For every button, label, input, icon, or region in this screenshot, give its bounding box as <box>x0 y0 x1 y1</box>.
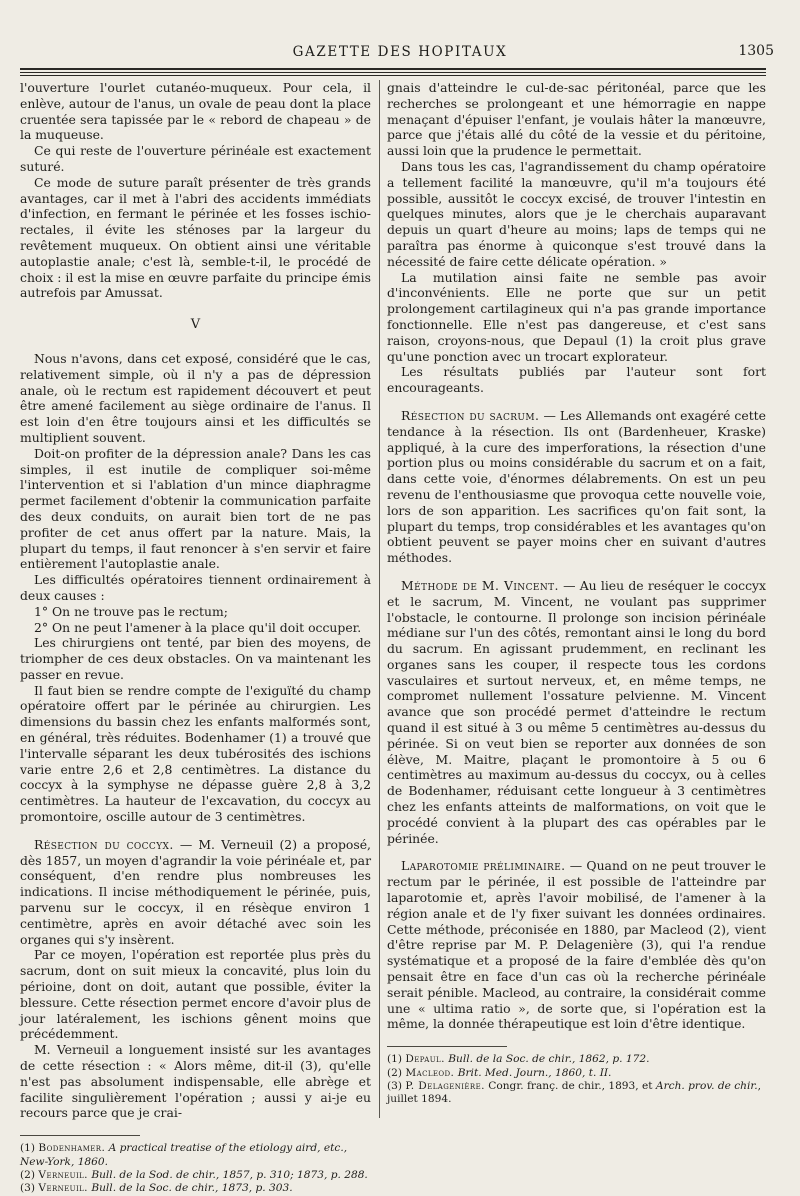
section-heading: Résection du coccyx. <box>34 836 174 852</box>
paragraph: M. Verneuil a longuement insisté sur les avantages de cette résection : « Alors même, dit-il (3), qu'elle n'est pas absolument indispensable, elle abrège et facilite singulièrement l'opération ; aussi y ai-je eu recours parce que je crai- <box>20 1042 371 1121</box>
footnote-rule <box>20 1135 140 1136</box>
column-divider <box>379 80 380 1118</box>
footnote <box>20 1182 371 1195</box>
footnote <box>387 1080 766 1107</box>
section-paragraph <box>387 408 766 566</box>
header-rule <box>20 68 766 70</box>
section-heading: Résection du sacrum. <box>401 407 540 423</box>
paragraph: Dans tous les cas, l'agrandissement du champ opératoire a tellement facilité la manœuvre, qu'il m'a toujours été possible, aussitôt le coccyx excisé, de trouver l'intestin en quelques minutes, alors que je le cherchais auparavant depuis un quart d'heure au moins; laps de temps qui ne paraîtra pas énorme à quiconque s'est trouvé dans la nécessité de faire cette délicate opération. » <box>387 158 766 269</box>
right-column <box>387 80 766 1107</box>
footnote-number: (2) <box>20 1169 36 1182</box>
spacer <box>20 825 371 837</box>
paragraph-text: — M. Verneuil (2) a proposé, dès 1857, un moyen d'agrandir la voie périnéale et, par conséquent, d'en rendre plus nombreuses les indications. Il incise méthodiquement le périnée, puis, parvenu sur le coccyx, il en résèque environ 1 centimètre, après en avoir détaché avec soin les organes qui s'y insèrent. <box>20 836 371 947</box>
footnote-text: Brit. Med. Journ., 1860, t. II. <box>457 1066 612 1079</box>
footnote <box>20 1142 371 1169</box>
footnote-text: Bull. de la Soc. de chir., 1873, p. 303. <box>91 1182 293 1195</box>
left-column <box>20 80 371 1196</box>
paragraph: Nous n'avons, dans cet exposé, considéré que le cas, relativement simple, où il n'y a pas de dépression anale, où le rectum est rapidement découvert et peut être amené facilement au siège ordinaire de l'anus. Il est loin d'en être toujours ainsi et les difficultés se multiplient souvent. <box>20 350 371 445</box>
spacer <box>387 566 766 578</box>
footnote-number: (3) <box>20 1182 36 1195</box>
section-heading: Laparotomie préliminaire. <box>401 858 566 874</box>
section-paragraph <box>387 858 766 1032</box>
footnote-author: Macleod. <box>405 1066 455 1079</box>
footnote <box>387 1053 766 1066</box>
journal-title: GAZETTE DES HOPITAUX <box>292 44 508 60</box>
paragraph-text: — Les Allemands ont exagéré cette tendance à la résection. Ils ont (Bardenheuer, Kraske) appliqué, à la cure des imperforations, la résection d'une portion plus ou moins considérable du sacrum et on a fait, dans cette voie, d'énormes délabrements. On est un peu revenu de l'enthousiasme que provoqua cette nouvelle voie, lors de son apparition. Les sacrifices qu'on fait sont, la plupart du temps, trop considérables et les avantages qu'on obtient peuvent se payer moins cher en suivant d'autres méthodes. <box>387 407 766 566</box>
paragraph: Les chirurgiens ont tenté, par bien des moyens, de triompher de ces deux obstacles. On va maintenant les passer en revue. <box>20 635 371 682</box>
paragraph: Les résultats publiés par l'auteur sont fort encourageants. <box>387 364 766 396</box>
paragraph-text: — Quand on ne peut trouver le rectum par le périnée, il est possible de l'atteindre par laparotomie et, après l'avoir mobilisé, de l'amener à la région anale et de l'y fixer suivant les données ordinaires. Cette méthode, préconisée en 1880, par Macleod (2), vient d'être reprise par M. P. Delagenière (3), qui l'a rendue systématique et a proposé de la faire d'emblée dès qu'on pensait être en face d'un cas où la recherche périnéale serait pénible. Macleod, au contraire, la considérait comme une « ultima ratio », de sorte que, si l'opération est la même, la donnée thérapeutique est loin d'être identique. <box>387 858 766 1032</box>
spacer <box>387 396 766 408</box>
paragraph: Par ce moyen, l'opération est reportée plus près du sacrum, dont on suit mieux la concavité, plus loin du périoine, dont on doit, autant que possible, éviter la blessure. Cette résection permet encore d'avoir plus de jour latéralement, les ischions gênent moins que précédemment. <box>20 947 371 1042</box>
footnote-author: Verneuil. <box>38 1182 88 1195</box>
paragraph: Ce mode de suture paraît présenter de très grands avantages, car il met à l'abri des accidents immédiats d'infection, en fermant le périnée et les fosses ischio-rectales, il évite les sténoses par la largeur du revêtement muqueux. On obtient ainsi une véritable autoplastie anale; c'est là, semble-t-il, le procédé de choix : il est la mise en œuvre parfaite du principe émis autrefois par Amussat. <box>20 174 371 301</box>
section-heading: Méthode de M. Vincent. <box>401 577 559 593</box>
footnote-number: (1) <box>20 1142 36 1155</box>
footnote-number: (1) <box>387 1053 403 1066</box>
page-number: 1305 <box>738 43 774 59</box>
footnote-text: Congr. franç. de chir., 1893, et <box>488 1080 656 1093</box>
footnote <box>20 1169 371 1182</box>
page-header <box>20 38 780 62</box>
footnote-number: (2) <box>387 1066 403 1079</box>
header-rule <box>20 75 766 76</box>
footnote-text: Bull. de la Soc. de chir., 1862, p. 172. <box>448 1053 650 1066</box>
footnote-text: Bull. de la Sod. de chir., 1857, p. 310; 1873, p. 288. <box>91 1169 368 1182</box>
paragraph: Ce qui reste de l'ouverture périnéale est exactement suturé. <box>20 143 371 174</box>
footnote <box>387 1067 766 1080</box>
paragraph: Les difficultés opératoires tiennent ordinairement à deux causes : <box>20 572 371 603</box>
section-paragraph <box>387 578 766 847</box>
list-item: 2° On ne peut l'amener à la place qu'il doit occuper. <box>34 619 362 635</box>
footnote-rule <box>387 1046 507 1047</box>
footnote-author: Verneuil. <box>38 1169 88 1182</box>
list-item: 1° On ne trouve pas le rectum; <box>34 603 228 619</box>
paragraph: Doit-on profiter de la dépression anale? Dans les cas simples, il est inutile de compliquer soi-même l'intervention et si l'ablation d'un mince diaphragme permet facilement d'obtenir la communication parfaite des deux conduits, on aurait bien tort de ne pas profiter de cet anus offert par la nature. Mais, la plupart du temps, il faut renoncer à s'en servir et faire entièrement l'autoplastie anale. <box>20 445 371 572</box>
paragraph: l'ouverture l'ourlet cutanéo-muqueux. Pour cela, il enlève, autour de l'anus, un ovale de peau dont la place cruentée sera tapissée par le « rebord de chapeau » de la muqueuse. <box>20 80 371 143</box>
footnote-author: Bodenhamer. <box>38 1142 106 1155</box>
paragraph-text: — Au lieu de reséquer le coccyx et le sacrum, M. Vincent, ne voulant pas supprimer l'obstacle, le contourne. Il prolonge son incision périnéale médiane sur l'un des côtés, remontant ainsi le long du bord du sacrum. En agissant prudemment, en reclinant les organes sans les couper, il respecte tous les cordons vasculaires et surtout nerveux, et, en même temps, ne compromet nullement l'ossature pelvienne. M. Vincent avance que son procédé permet d'atteindre le rectum quand il est situé à 3 ou même 5 centimètres au-dessus du périnée. Si on veut bien se reporter aux données de son élève, M. Maitre, plaçant le promontoire à 5 ou 6 centimètres au maximum au-dessus du coccyx, ou à celles de Bodenhamer, réduisant cette longueur à 3 centimètres chez les enfants atteints de malformations, on voit que le procédé convient à la plupart des cas opérables par le périnée. <box>387 577 766 846</box>
section-heading: V <box>190 317 201 333</box>
footnote-author: P. Delagenière. <box>405 1080 485 1093</box>
footnote-text: A practical treatise of the etiology aird, etc., New-York, 1860. <box>20 1142 348 1168</box>
spacer <box>387 846 766 858</box>
footnote-journal: Arch. prov. de chir. <box>655 1080 758 1093</box>
section-paragraph <box>20 837 371 948</box>
paragraph: gnais d'atteindre le cul-de-sac péritonéal, parce que les recherches se prolongeant et une hémorragie en nappe menaçant d'épuiser l'enfant, je voulais hâter la manœuvre, parce que j'étais allé du côté de la vessie et du péritoine, aussi loin que la prudence le permettait. <box>387 80 766 159</box>
header-rule <box>20 72 766 73</box>
footnote-date: , juillet 1894. <box>387 1080 762 1106</box>
footnote-number: (3) <box>387 1080 403 1093</box>
paragraph: La mutilation ainsi faite ne semble pas avoir d'inconvénients. Elle ne porte que sur un petit prolongement cartilagineux qui n'a pas grande importance fonctionnelle. Elle n'est pas dangereuse, et c'est sans raison, croyons-nous, que Depaul (1) la croit plus grave qu'une ponction avec un trocart explorateur. <box>387 269 766 364</box>
paragraph: Il faut bien se rendre compte de l'exiguïté du champ opératoire offert par le périnée au chirurgien. Les dimensions du bassin chez les enfants malformés sont, en général, très réduites. Bodenhamer (1) a trouvé que l'intervalle séparant les deux tubérosités des ischions varie entre 2,6 et 2,8 centimètres. La distance du coccyx à la symphyse ne dépasse guère 2,8 à 3,2 centimètres. La hauteur de l'excavation, du coccyx au promontoire, oscille autour de 3 centimètres. <box>20 682 371 825</box>
footnote-author: Depaul. <box>405 1053 445 1066</box>
